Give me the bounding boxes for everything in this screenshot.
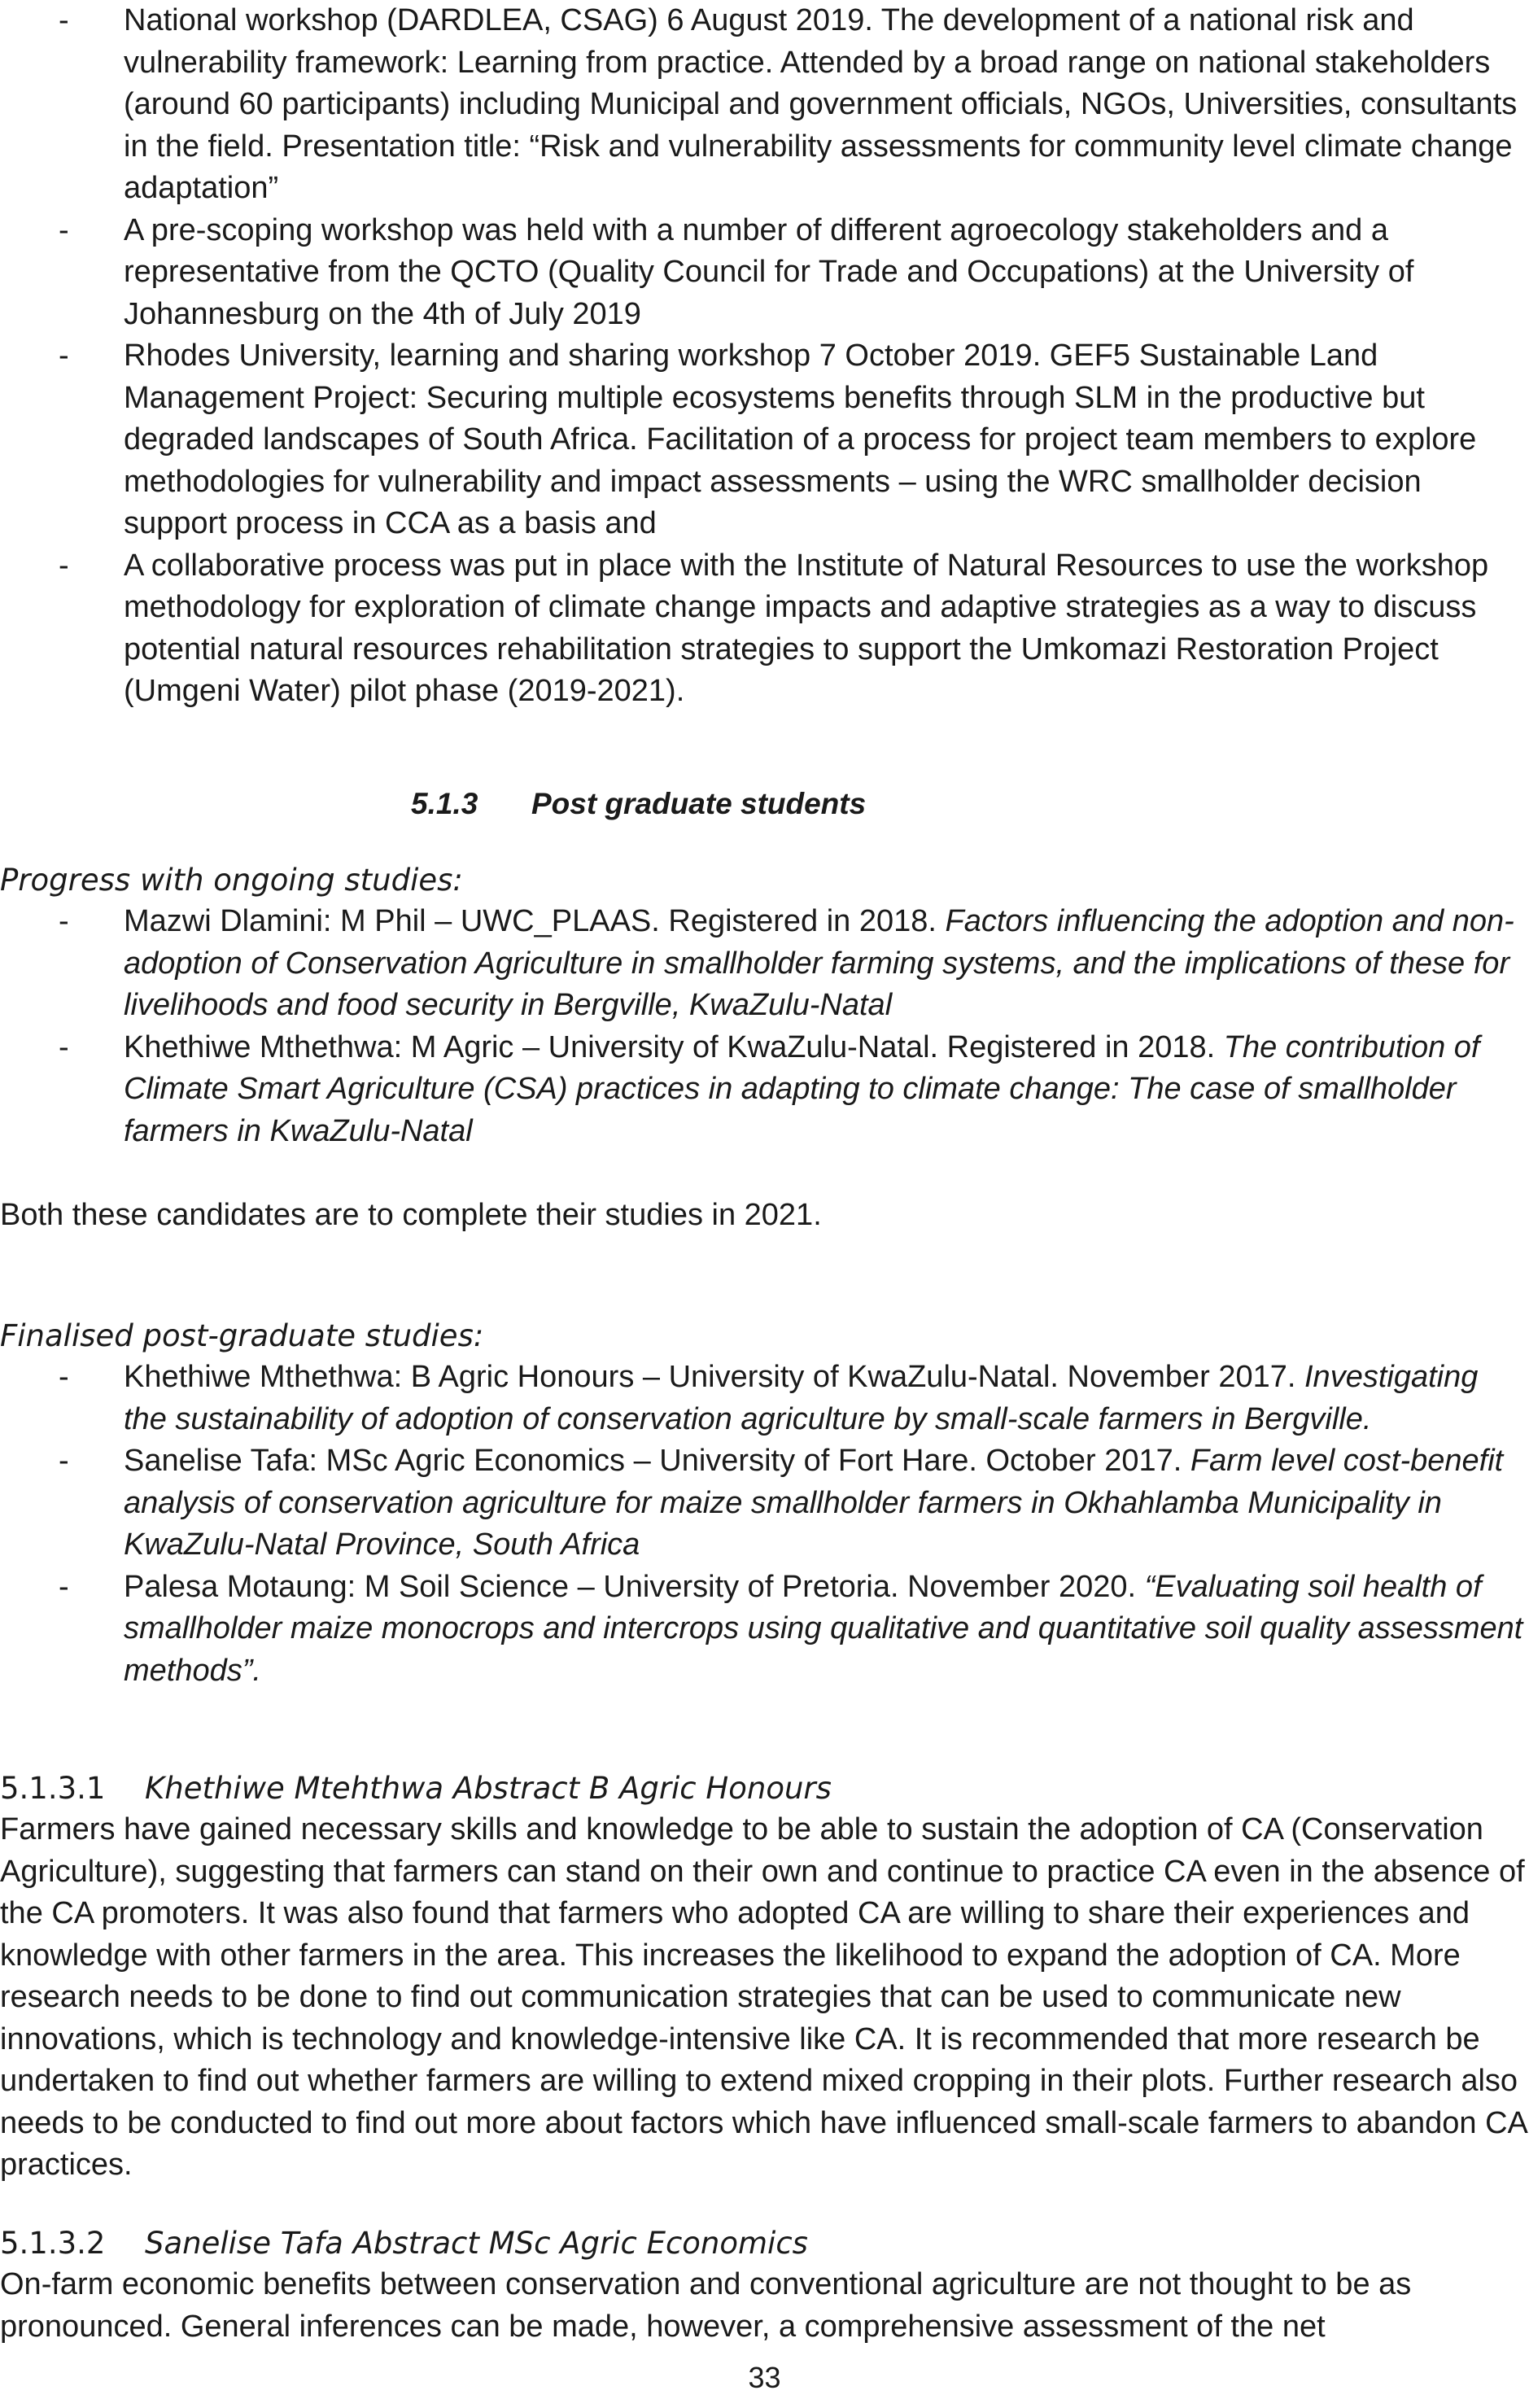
student-details: Palesa Motaung: M Soil Science – University of Pretoria. November 2020. xyxy=(124,1569,1145,1604)
ongoing-studies-heading: Progress with ongoing studies: xyxy=(0,863,463,898)
list-item xyxy=(0,1567,1529,1693)
finalised-studies-heading: Finalised post-graduate studies: xyxy=(0,1318,484,1353)
bullet-dash: - xyxy=(59,339,69,373)
list-item xyxy=(0,1440,1529,1567)
bullet-dash: - xyxy=(59,1360,69,1394)
list-item xyxy=(0,210,1529,336)
list-item-text: Rhodes University, learning and sharing workshop 7 October 2019. GEF5 Sustainable Land Management Project: Securing multiple ecosystems benefits through SLM in the productive but degraded landscapes of South Africa. Facilitation of a process for project team members to explore methodologies for vulnerability and impact assessments – using the WRC smallholder decision support process in CCA as a basis and xyxy=(124,339,1477,540)
abstract-2-number: 5.1.3.2 xyxy=(0,2226,106,2261)
bullet-dash: - xyxy=(59,212,69,247)
page-number: 33 xyxy=(748,2361,781,2394)
student-details: Khethiwe Mthethwa: M Agric – University of KwaZulu-Natal. Registered in 2018. xyxy=(124,1029,1224,1064)
abstract-1-heading xyxy=(0,1768,832,1809)
bullet-dash: - xyxy=(59,1569,69,1604)
thesis-title: Factors influencing the adoption and non-adoption of Conservation Agriculture in smallholder farming systems, and the implications of these for livelihoods and food security in Bergville, KwaZulu-Natal xyxy=(124,904,1514,1022)
abstract-2-body: On-farm economic benefits between conservation and conventional agriculture are not thought to be as pronounced. General inferences can be made, however, a comprehensive assessment of the net xyxy=(0,2267,1412,2344)
list-item xyxy=(0,901,1529,1027)
bullet-dash: - xyxy=(59,548,69,583)
bullet-dash: - xyxy=(59,3,69,37)
ongoing-studies-list xyxy=(0,901,1529,1152)
student-details: Sanelise Tafa: MSc Agric Economics – University of Fort Hare. October 2017. xyxy=(124,1444,1190,1478)
student-details: Khethiwe Mthethwa: B Agric Honours – University of KwaZulu-Natal. November 2017. xyxy=(124,1360,1304,1394)
bullet-dash: - xyxy=(59,904,69,938)
list-item-text: A collaborative process was put in place with the Institute of Natural Resources to use the workshop methodology for exploration of climate change impacts and adaptive strategies as a way to discuss potential natural resources rehabilitation strategies to support the Umkomazi Restoration Project (Umgeni Water) pilot phase (2019-2021). xyxy=(124,548,1489,708)
bullet-dash: - xyxy=(59,1029,69,1064)
finalised-studies-list xyxy=(0,1357,1529,1692)
thesis-title: Investigating the sustainability of adoption of conservation agriculture by small-scale farmers in Bergville. xyxy=(124,1360,1479,1436)
bullet-dash: - xyxy=(59,1444,69,1478)
thesis-title: “Evaluating soil health of smallholder maize monocrops and intercrops using qualitative and quantitative soil quality assessment methods”. xyxy=(124,1569,1523,1688)
abstract-1-title: Khethiwe Mtehthwa Abstract B Agric Honours xyxy=(145,1771,832,1806)
student-details: Mazwi Dlamini: M Phil – UWC_PLAAS. Registered in 2018. xyxy=(124,904,946,938)
list-item xyxy=(0,335,1529,545)
list-item xyxy=(0,545,1529,713)
section-title: Post graduate students xyxy=(531,787,867,820)
abstract-2-heading xyxy=(0,2222,808,2264)
list-item xyxy=(0,0,1529,210)
abstract-1-number: 5.1.3.1 xyxy=(0,1771,106,1806)
workshop-list xyxy=(0,0,1529,713)
list-item-text: National workshop (DARDLEA, CSAG) 6 August 2019. The development of a national risk and vulnerability framework: Learning from practice. Attended by a broad range on national stakeholders (around 60 participants) including Municipal and government officials, NGOs, Universities, consultants in the field. Presentation title: “Risk and vulnerability assessments for community level climate change adaptation” xyxy=(124,3,1518,205)
section-number: 5.1.3 xyxy=(411,787,478,820)
abstract-2-title: Sanelise Tafa Abstract MSc Agric Economics xyxy=(145,2226,808,2261)
thesis-title: The contribution of Climate Smart Agriculture (CSA) practices in adapting to climate change: The case of smallholder farmers in KwaZulu-Natal xyxy=(124,1029,1480,1148)
section-heading xyxy=(411,783,866,824)
completion-note: Both these candidates are to complete their studies in 2021. xyxy=(0,1198,822,1232)
list-item-text: A pre-scoping workshop was held with a number of different agroecology stakeholders and a representative from the QCTO (Quality Council for Trade and Occupations) at the University of Johannesburg on the 4th of July 2019 xyxy=(124,212,1414,331)
thesis-title: Farm level cost-benefit analysis of conservation agriculture for maize smallholder farmers in Okhahlamba Municipality in KwaZulu-Natal Province, South Africa xyxy=(124,1444,1504,1562)
abstract-1-body: Farmers have gained necessary skills and knowledge to be able to sustain the adoption of CA (Conservation Agriculture), suggesting that farmers can stand on their own and continue to practice CA even in the absence of the CA promoters. It was also found that farmers who adopted CA are willing to share their experiences and knowledge with other farmers in the area. This increases the likelihood to expand the adoption of CA. More research needs to be done to find out communication strategies that can be used to communicate new innovations, which is technology and knowledge-intensive like CA. It is recommended that more research be undertaken to find out whether farmers are willing to extend mixed cropping in their plots. Further research also needs to be conducted to find out more about factors which have influenced small-scale farmers to abandon CA practices. xyxy=(0,1812,1527,2182)
list-item xyxy=(0,1357,1529,1440)
list-item xyxy=(0,1027,1529,1153)
